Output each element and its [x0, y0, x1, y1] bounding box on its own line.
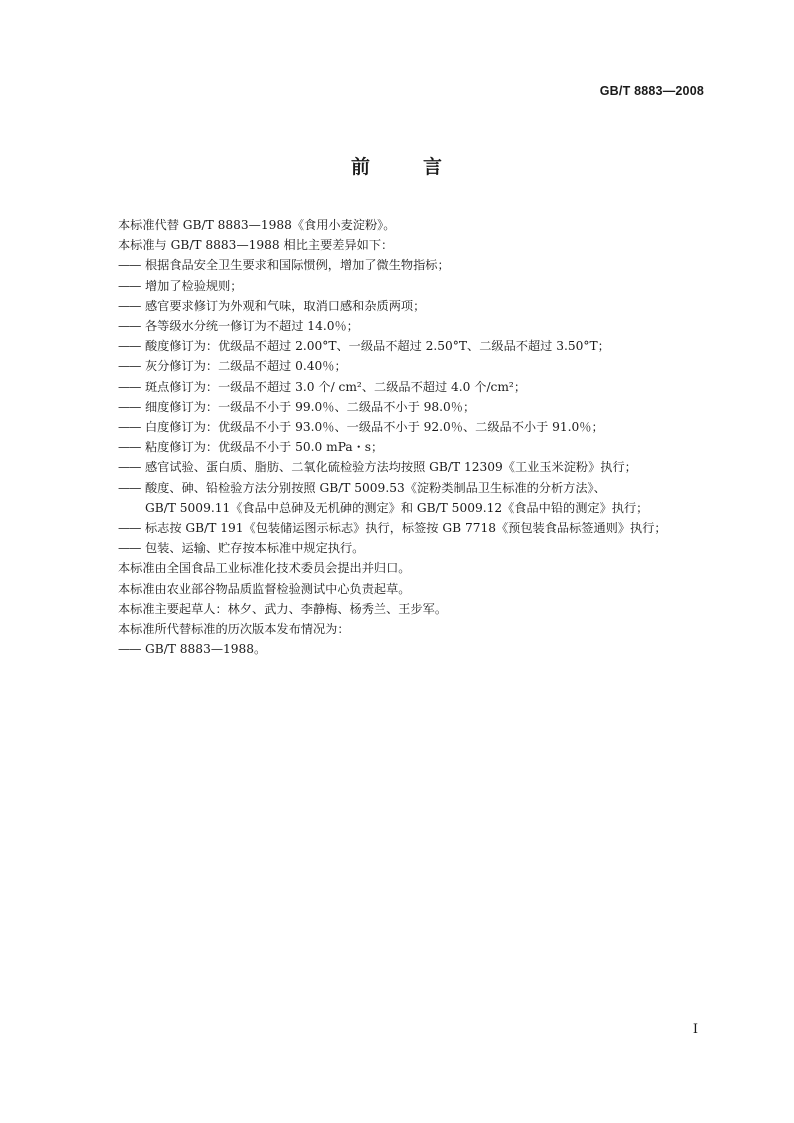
- dash-marker: ——: [118, 420, 141, 435]
- list-item-text: 感官要求修订为外观和气味，取消口感和杂质两项；: [145, 298, 426, 313]
- list-item: [118, 336, 708, 356]
- dash-marker: ——: [118, 440, 141, 455]
- list-item-text: 感官试验、蛋白质、脂肪、二氧化硫检验方法均按照 GB/T 12309《工业玉米淀粉》执行；: [145, 460, 637, 475]
- list-item-text: 增加了检验规则；: [145, 278, 243, 293]
- dash-marker: ——: [118, 460, 141, 475]
- title-char-2: 言: [423, 156, 444, 178]
- list-item: [118, 377, 708, 397]
- dash-marker: ——: [118, 480, 141, 495]
- list-item: [118, 538, 708, 558]
- dash-marker: ——: [118, 258, 141, 273]
- list-item-text: 粘度修订为：优级品不小于 50.0 mPa・s；: [145, 440, 384, 455]
- list-item: [118, 457, 708, 477]
- list-item: [118, 255, 708, 275]
- list-item: [118, 316, 708, 336]
- paragraph: 本标准由全国食品工业标准化技术委员会提出并归口。: [118, 561, 411, 576]
- list-item: [118, 397, 708, 417]
- paragraph: 本标准主要起草人：林夕、武力、李静梅、杨秀兰、王步军。: [118, 601, 448, 616]
- list-item-text: 标志按 GB/T 191《包装储运图示标志》执行，标签按 GB 7718《预包装食品标签通则》执行；: [145, 521, 667, 536]
- page-title: [0, 152, 794, 179]
- list-item-text: 酸度修订为：优级品不超过 2.00°T、一级品不超过 2.50°T、二级品不超过 3.50°T；: [145, 339, 610, 354]
- list-item: [118, 518, 708, 538]
- dash-marker: ——: [118, 319, 141, 334]
- list-item: [118, 356, 708, 376]
- list-item-text: 白度修订为：优级品不小于 93.0％、一级品不小于 92.0％、二级品不小于 91.0％；: [145, 420, 604, 435]
- list-item-text: 根据食品安全卫生要求和国际惯例，增加了微生物指标；: [145, 258, 450, 273]
- dash-marker: ——: [118, 359, 141, 374]
- header-standard-code: GB/T 8883—2008: [599, 84, 704, 98]
- list-item-text: 包装、运输、贮存按本标准中规定执行。: [145, 541, 365, 556]
- list-item-text: [145, 478, 708, 518]
- dash-marker: ——: [118, 521, 141, 536]
- list-item-multiline: [118, 478, 708, 518]
- list-item-text: 各等级水分统一修订为不超过 14.0％；: [145, 319, 359, 334]
- paragraph: 本标准与 GB/T 8883—1988 相比主要差异如下：: [118, 238, 394, 253]
- list-item-line-1: 酸度、砷、铅检验方法分别按照 GB/T 5009.53《淀粉类制品卫生标准的分析方法》、: [145, 480, 606, 495]
- paragraph: 本标准由农业部谷物品质监督检验测试中心负责起草。: [118, 581, 411, 596]
- list-item: [118, 437, 708, 457]
- document-body: [118, 215, 708, 659]
- dash-marker: ——: [118, 399, 141, 414]
- list-item: [118, 276, 708, 296]
- list-item-text: 斑点修订为：一级品不超过 3.0 个/ cm²、二级品不超过 4.0 个/cm²；: [145, 379, 527, 394]
- list-item-line-2: GB/T 5009.11《食品中总砷及无机砷的测定》和 GB/T 5009.12《食品中铅的测定》执行；: [145, 500, 649, 515]
- paragraph: 本标准所代替标准的历次版本发布情况为：: [118, 622, 350, 637]
- paragraph: 本标准代替 GB/T 8883—1988《食用小麦淀粉》。: [118, 218, 396, 232]
- dash-marker: ——: [118, 339, 141, 354]
- page-number: I: [692, 1022, 698, 1037]
- dash-marker: ——: [118, 541, 141, 556]
- list-item: [118, 296, 708, 316]
- list-item: [118, 639, 708, 659]
- dash-marker: ——: [118, 379, 141, 394]
- dash-marker: ——: [118, 642, 141, 657]
- dash-marker: ——: [118, 278, 141, 293]
- dash-marker: ——: [118, 298, 141, 313]
- list-item-text: 灰分修订为：二级品不超过 0.40％；: [145, 359, 347, 374]
- list-item-text: 细度修订为：一级品不小于 99.0％、二级品不小于 98.0％；: [145, 399, 476, 414]
- list-item: [118, 417, 708, 437]
- list-item-text: GB/T 8883—1988。: [145, 642, 267, 657]
- title-char-1: 前: [350, 156, 371, 178]
